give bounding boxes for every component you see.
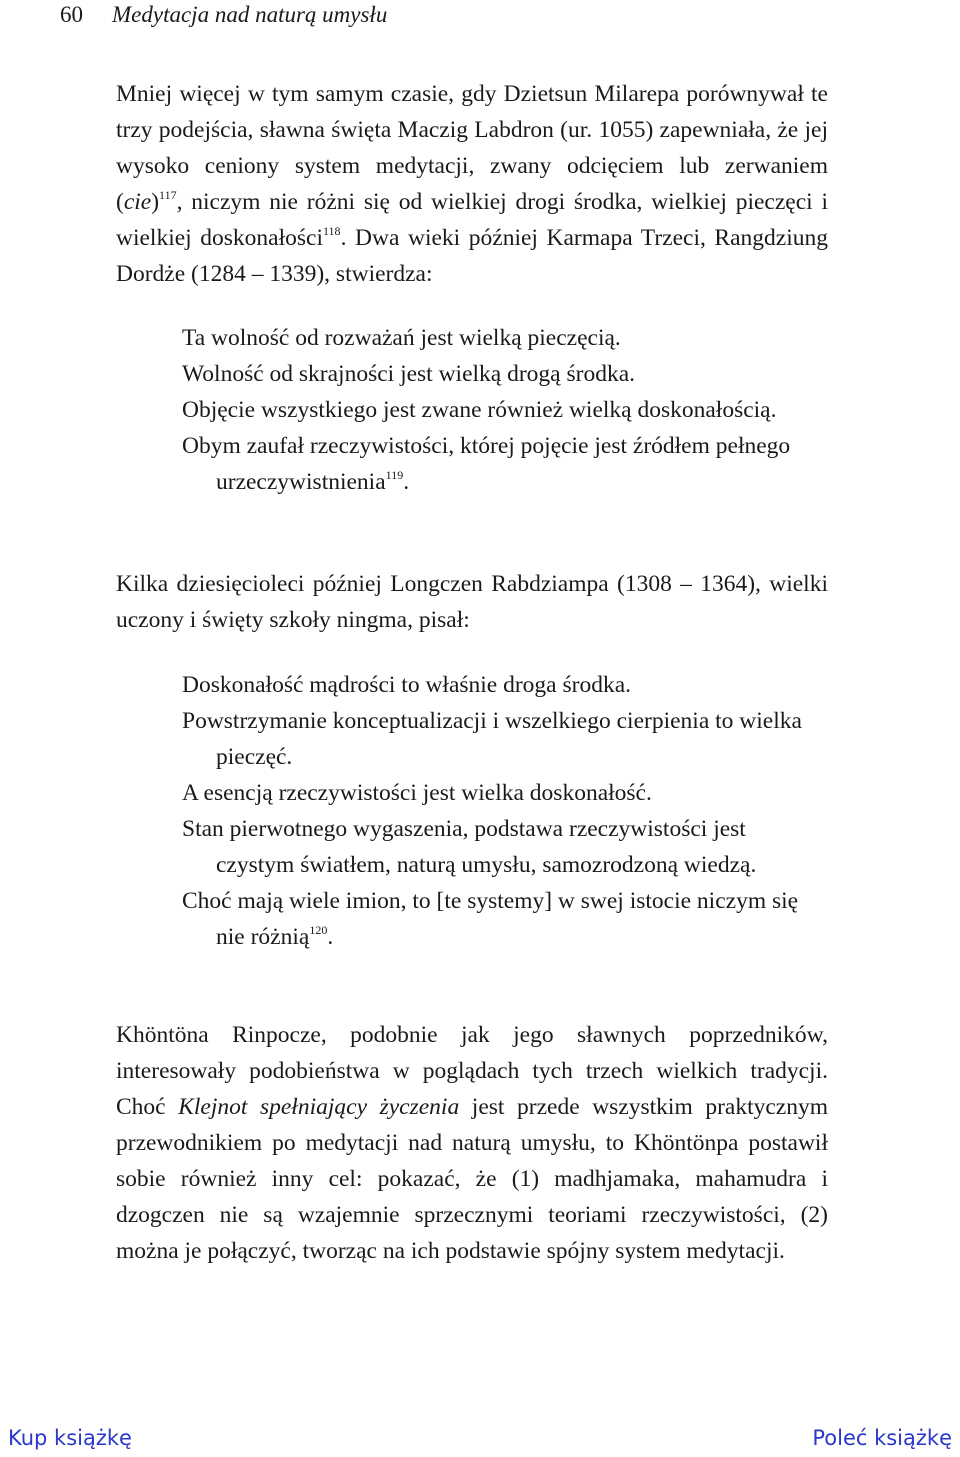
verse-line: Obym zaufał rzeczywistości, której pojęcie jest źródłem pełnego urzeczywistnienia$^{119}$. [182,433,791,495]
verse-line: Ta wolność od rozważań jest wielką pieczęcią. [182,325,621,351]
recommend-book-link[interactable]: Poleć książkę [812,1426,952,1450]
footnote-ref: 119 [385,468,404,482]
buy-book-link[interactable]: Kup książkę [8,1426,132,1450]
paragraph-2: Kilka dziesięcioleci później Longczen Rabdziampa (1308 – 1364), wielki uczony i święty szkoły ningma, pisał: [116,571,828,633]
footnote-ref: 120 [309,923,328,937]
footnote-ref: 118 [323,224,341,238]
verse-line: Choć mają wiele imion, to [te systemy] w swej istocie niczym się nie różnią$^{120}$. [182,888,799,950]
italic-title: Klejnot spełniający życzenia [178,1094,460,1120]
paragraph-1: Mniej więcej w tym samym czasie, gdy Dzietsun Milarepa porównywał te trzy podejścia, sławna święta Maczig Labdron (ur. 1055) zapewniała, że jej wysoko ceniony system medytacji, zwany odcięciem lub zerwaniem (cie)$^{117}$, niczym nie różni się od wielkiej drogi środka, wielkiej pieczęci i wielkiej doskonałości$^{118}$. Dwa wieki później Karmapa Trzeci, Rangdziung Dordże (1284 – 1339), stwierdza: [116,81,828,287]
verse-line: Objęcie wszystkiego jest zwane również wielką doskonałością. [182,397,777,423]
italic-term: cie [123,189,152,215]
verse-line: Powstrzymanie konceptualizacji i wszelkiego cierpienia to wielka pieczęć. [182,708,802,770]
verse-quote-1 [182,320,802,500]
verse-line: A esencją rzeczywistości jest wielka doskonałość. [182,780,652,806]
paragraph-3: Khöntöna Rinpocze, podobnie jak jego sławnych poprzedników, interesowały podobieństwa w poglądach tych trzech wielkich tradycji. Choć Klejnot spełniający życzenia jest przede wszystkim praktycznym przewodnikiem po medytacji nad naturą umysłu, to Khöntönpa postawił sobie również inny cel: pokazać, że (1) madhjamaka, mahamudra i dzogczen nie są wzajemnie sprzecznymi teoriami rzeczywistości, (2) można je połączyć, tworząc na ich podstawie spójny system medytacji. [116,1022,828,1264]
book-title: Medytacja nad naturą umysłu [112,2,388,27]
page-number: 60 [60,2,83,27]
footnote-ref: 117 [159,188,177,202]
verse-line: Doskonałość mądrości to właśnie droga środka. [182,672,632,698]
verse-line: Stan pierwotnego wygaszenia, podstawa rzeczywistości jest czystym światłem, naturą umysłu, samozrodzoną wiedzą. [182,816,757,878]
verse-quote-2 [182,667,802,955]
running-header [60,2,387,28]
verse-line: Wolność od skrajności jest wielką drogą środka. [182,361,635,387]
